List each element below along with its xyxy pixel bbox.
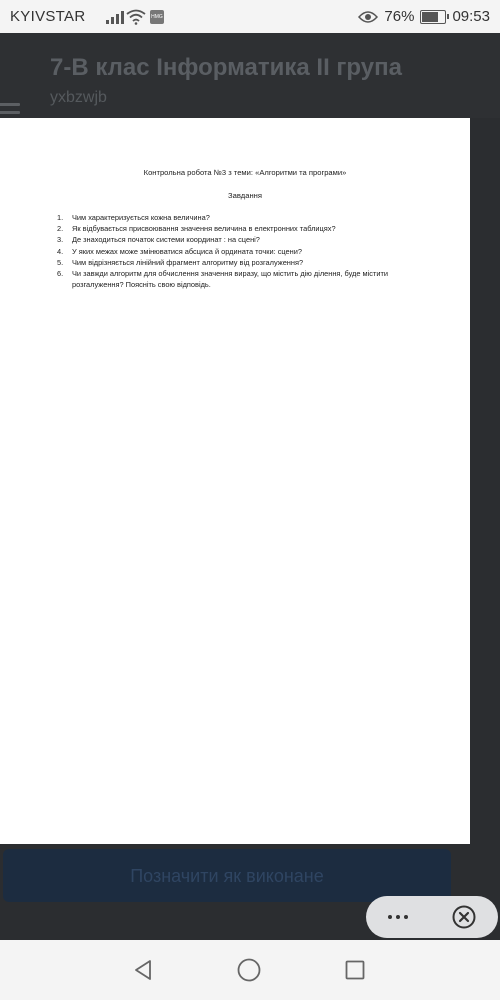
document-subtitle: Завдання: [228, 191, 262, 200]
document-preview[interactable]: [0, 118, 470, 844]
list-item: 3. Де знаходиться початок системи координат : на сцені?: [57, 235, 260, 245]
battery-percent: 76%: [384, 8, 415, 25]
status-bar: [0, 0, 500, 33]
task-list: [57, 212, 417, 290]
system-navigation-bar: [0, 940, 500, 1000]
viewer-controls: [366, 896, 498, 938]
clock: 09:53: [452, 8, 490, 25]
nav-recent-icon[interactable]: [345, 960, 365, 980]
nav-home-icon[interactable]: [237, 958, 261, 982]
mark-done-button[interactable]: Позначити як виконане: [3, 849, 451, 902]
course-title: 7-В клас Інформатика ІІ група: [50, 54, 402, 81]
battery-level-fill: [422, 12, 437, 22]
battery-icon: [420, 10, 446, 24]
hmg-badge-icon: HMG: [150, 10, 164, 24]
more-horizontal-icon[interactable]: [366, 896, 430, 938]
list-item: 5. Чим відрізняється лінійний фрагмент алгоритму від розгалуження?: [57, 257, 304, 267]
signal-icon: [106, 10, 124, 24]
list-item: 1. Чим характеризується кожна величина?: [57, 213, 210, 222]
eye-comfort-icon: [358, 10, 378, 24]
wifi-icon: [126, 9, 146, 25]
nav-back-icon[interactable]: [132, 959, 154, 981]
list-item: 6. Чи завжди алгоритм для обчислення значення виразу, що містить дію ділення, буде містити розгалуження? Поясніть свою відповідь.: [57, 269, 388, 290]
list-item: 2. Як відбувається присвоювання значення величина в електронних таблицях?: [57, 224, 336, 234]
course-code: yxbzwjb: [50, 89, 107, 106]
list-item: 4. У яких межах може змінюватися абсциса й ордината точки: сцени?: [57, 246, 302, 256]
carrier-name: KYIVSTAR: [10, 8, 86, 25]
close-circle-icon[interactable]: [452, 905, 476, 929]
document-title: Контрольна робота №3 з теми: «Алгоритми та програми»: [143, 168, 347, 177]
